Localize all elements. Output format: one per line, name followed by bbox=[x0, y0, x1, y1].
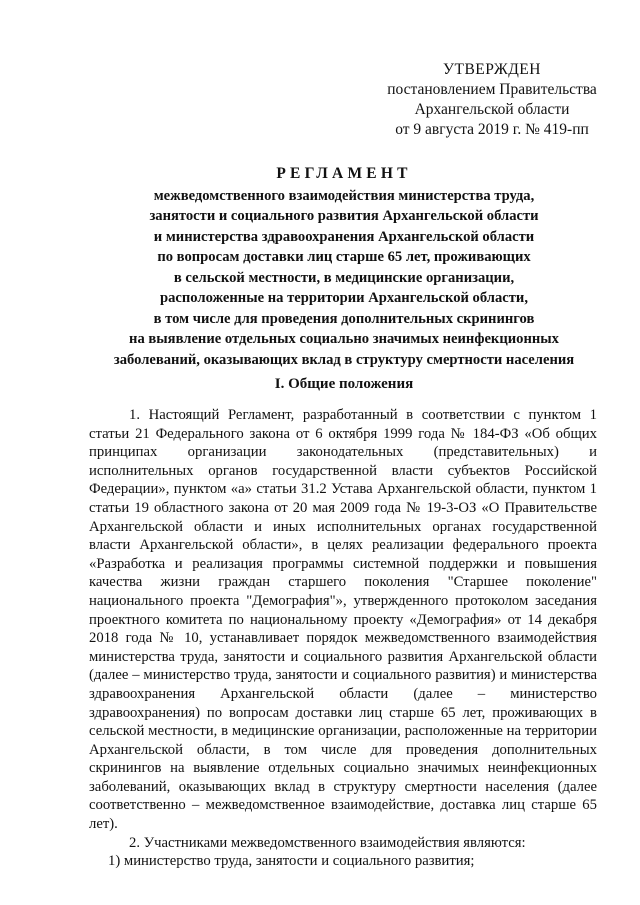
paragraph-1: 1. Настоящий Регламент, разработанный в соответствии с пунктом 1 статьи 21 Федерального закона от 6 октября 1999 года № 184-ФЗ «Об общих принципах организации законодательных (представительных) и исполнительных органов государственной власти субъектов Российской Федерации», пунктом «а» статьи 31.2 Устава Архангельской области, пунктом 1 статьи 19 областного закона от 20 мая 2009 года № 19-3-ОЗ «О Правительстве Архангельской области и иных исполнительных органах государственной власти Архангельской области», в целях реализации федерального проекта «Разработка и реализация программы системной поддержки и повышения качества жизни граждан старшего поколения "Старшее поколение" национального проекта "Демография"», утвержденного протоколом заседания проектного комитета по национальному проекту «Демография» от 14 декабря 2018 года № 10, устанавливает порядок межведомственного взаимодействия министерства труда, занятости и социального развития Архангельской области (далее – министерство труда, занятости и социального развития) и министерства здравоохранения Архангельской области (далее – министерство здравоохранения) по вопросам доставки лиц старше 65 лет, проживающих в сельской местности, в медицинские организации, расположенные на территории Архангельской области, в том числе для проведения дополнительных скринингов на выявление отдельных социально значимых неинфекционных заболеваний, оказывающих вклад в структуру смертности населения (далее соответственно – межведомственное взаимодействие, доставка лиц старше 65 лет). bbox=[89, 407, 597, 833]
title-line-9: заболеваний, оказывающих вклад в структуру смертности населения bbox=[113, 351, 575, 368]
section-heading: I. Общие положения bbox=[274, 376, 414, 392]
title-heading: РЕГЛАМЕНТ bbox=[276, 165, 412, 182]
list-item-1: 1) министерство труда, занятости и социального развития; bbox=[108, 853, 475, 870]
paragraph-2: 2. Участниками межведомственного взаимодействия являются: bbox=[129, 834, 526, 851]
approval-stamp bbox=[360, 60, 624, 140]
title-line-1: межведомственного взаимодействия министерства труда, bbox=[153, 187, 535, 204]
approval-heading: УТВЕРЖДЕН bbox=[443, 61, 541, 78]
document-body bbox=[89, 406, 597, 871]
title-line-6: расположенные на территории Архангельской области, bbox=[160, 290, 528, 306]
approval-line-2: Архангельской области bbox=[414, 101, 570, 118]
title-line-7: в том числе для проведения дополнительных скринингов bbox=[153, 310, 535, 327]
title-line-8: на выявление отдельных социально значимых неинфекционных bbox=[129, 331, 559, 347]
title-line-3: и министерства здравоохранения Архангельской области bbox=[153, 228, 535, 245]
approval-line-1: постановлением Правительства bbox=[387, 81, 597, 98]
title-line-2: занятости и социального развития Архангельской области bbox=[149, 208, 539, 224]
title-line-4: по вопросам доставки лиц старше 65 лет, проживающих bbox=[157, 249, 531, 265]
title-line-5: в сельской местности, в медицинские организации, bbox=[173, 269, 515, 286]
document-title bbox=[84, 164, 604, 370]
approval-line-3: от 9 августа 2019 г. № 419-пп bbox=[395, 121, 589, 138]
